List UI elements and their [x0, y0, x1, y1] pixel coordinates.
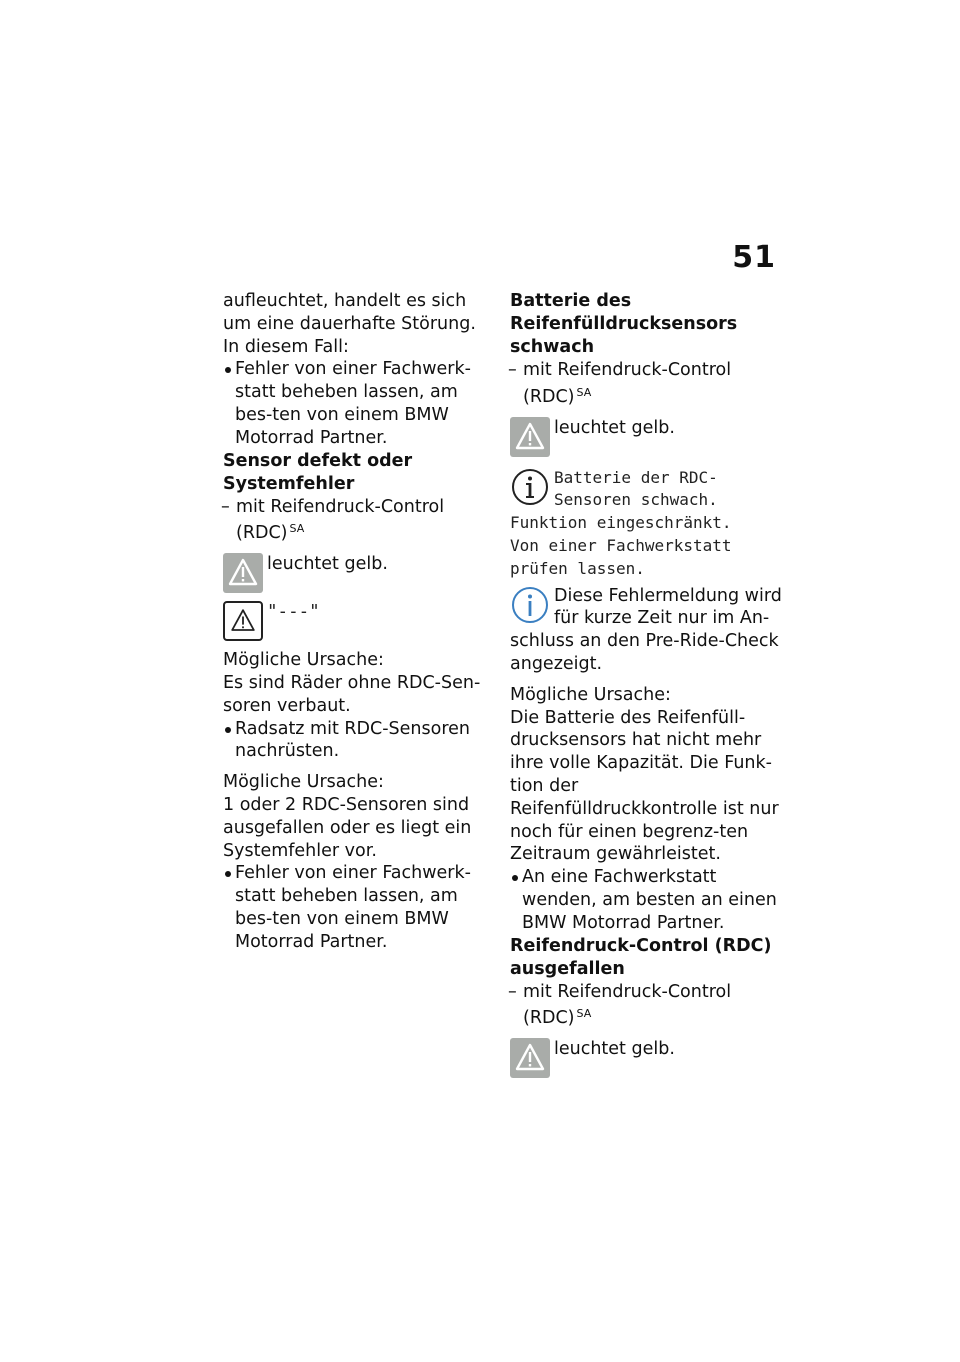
dash-item-rdc [223, 496, 495, 546]
display-text: "---" [267, 602, 320, 623]
bullet-item: An eine Fachwerkstatt wenden, am besten an einen BMW Motorrad Partner. [510, 866, 782, 934]
sa-superscript: SA [289, 522, 305, 536]
section-heading-sensor-defect: Sensor defekt oder Systemfehler [223, 450, 413, 494]
info-rest: schluss an den Pre-Ride-Check angezeigt. [510, 631, 779, 674]
message-line: prüfen lassen. [510, 558, 645, 578]
bullet-item: Fehler von einer Fachwerk-statt beheben lassen, am bes-ten von einem BMW Motorrad Partner. [223, 862, 495, 953]
lamp-text: leuchtet gelb. [267, 554, 388, 575]
dash-text: mit Reifendruck-Control (RDC) [523, 981, 732, 1029]
cause-label: Mögliche Ursache: [223, 650, 384, 671]
left-column [223, 290, 495, 954]
sa-superscript: SA [576, 1007, 592, 1021]
info-line: Diese Fehlermeldung wird [554, 585, 782, 606]
lamp-row [510, 417, 782, 457]
info-note-icon [510, 585, 550, 625]
dash-item-rdc [510, 981, 782, 1031]
right-column [510, 290, 782, 1078]
sa-superscript: SA [576, 385, 592, 399]
info-circle-icon [510, 467, 550, 507]
message-line: Von einer Fachwerkstatt [510, 535, 732, 555]
bullet-item: Radsatz mit RDC-Sensoren nachrüsten. [223, 718, 495, 764]
warning-lamp-icon [510, 1038, 550, 1078]
lamp-row [510, 1038, 782, 1078]
cause-text: Es sind Räder ohne RDC-Sen-soren verbaut. [223, 672, 481, 716]
message-line: Funktion eingeschränkt. [510, 513, 732, 533]
cause-text: 1 oder 2 RDC-Sensoren sind ausgefallen oder es liegt ein Systemfehler vor. [223, 794, 472, 861]
warning-lamp-icon [510, 417, 550, 457]
dash-item-rdc [510, 359, 782, 409]
warning-lamp-icon [223, 553, 263, 593]
dash-text: mit Reifendruck-Control (RDC) [236, 496, 445, 544]
page-number: 51 [732, 240, 776, 275]
message-line: Sensoren schwach. [554, 490, 718, 510]
section-heading-rdc-failed: Reifendruck-Control (RDC) ausgefallen [510, 935, 772, 979]
info-line: für kurze Zeit nur im An- [554, 608, 770, 629]
cause-label: Mögliche Ursache: [510, 684, 671, 705]
section-heading-battery-weak: Batterie des Reifenfülldrucksensors schwach [510, 291, 738, 357]
in-this-case-text: In diesem Fall: [223, 336, 349, 357]
bullet-item: Fehler von einer Fachwerk-statt beheben lassen, am bes-ten von einem BMW Motorrad Partner. [223, 358, 495, 449]
lamp-text: leuchtet gelb. [554, 417, 675, 438]
display-row [223, 601, 495, 641]
cause-text: Die Batterie des Reifenfüll-drucksensors hat nicht mehr ihre volle Kapazität. Die Funk-tion der Reifenfülldruckkontrolle ist nur noch für einen begrenz-ten Zeitraum gewährleistet. [510, 707, 779, 865]
intro-text: aufleuchtet, handelt es sich um eine dauerhafte Störung. [223, 291, 476, 334]
display-message [510, 467, 782, 581]
cause-label: Mögliche Ursache: [223, 772, 384, 793]
lamp-text: leuchtet gelb. [554, 1039, 675, 1060]
dash-text: mit Reifendruck-Control (RDC) [523, 360, 732, 407]
info-note [510, 585, 782, 676]
message-line: Batterie der RDC- [554, 467, 718, 487]
warning-display-icon [223, 601, 263, 641]
lamp-row [223, 553, 495, 593]
